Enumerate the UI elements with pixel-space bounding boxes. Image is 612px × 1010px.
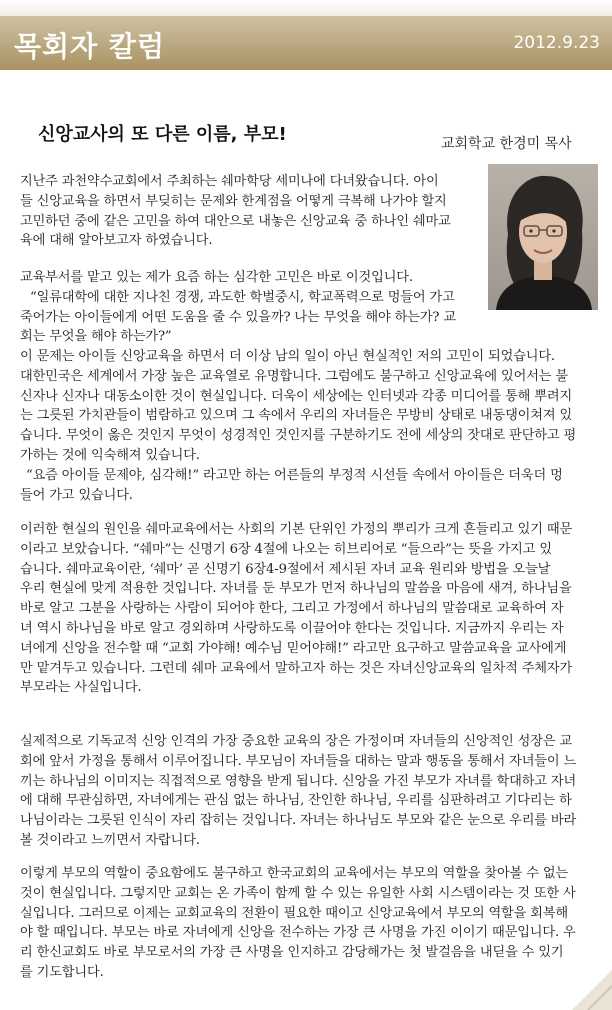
paragraph-line: 부모라는 사실입니다. xyxy=(20,680,142,696)
paragraph-line: 녀에게 신앙을 전수할 때 “교회 가야해! 예수님 믿어야해!” 라고만 요구하고 말씀교육을 교사에게 xyxy=(20,640,567,656)
section-title: 목회자 칼럼 xyxy=(14,30,165,63)
paragraph-line: 회에 앞서 가정을 통해서 이루어집니다. 부모님이 자녀들을 대하는 말과 행동을 통해서 자녀들이 느 xyxy=(20,753,577,769)
paragraph-line: 실제적으로 기독교적 신앙 인격의 가장 중요한 교육의 장은 가정이며 자녀들의 신앙적인 성장은 교 xyxy=(20,734,573,749)
paragraph-line: 를 기도합니다. xyxy=(20,964,104,980)
paragraph-line: 가하는 것에 익숙해져 있습니다. xyxy=(20,447,200,463)
header-top-fade xyxy=(0,0,612,16)
article-paragraph-5 xyxy=(20,864,598,983)
paragraph-line: 우리 현실에 맞게 적용한 것입니다. 자녀를 둔 부모가 먼저 하나님의 말씀을 마음에 새겨, 하나님을 xyxy=(20,581,572,597)
paragraph-line: 만 맡겨두고 있습니다. 그런데 쉐마 교육에서 말하고자 하는 것은 자녀신앙교육의 일차적 주체자가 xyxy=(20,660,573,676)
paragraph-line: 야 할 때입니다. 부모는 바로 자녀에게 신앙을 전수하는 가장 큰 사명을 가진 이이기 때문입니다. 우 xyxy=(20,925,576,941)
paragraph-line: 녀 역시 하나님을 바로 알고 경외하며 사랑하도록 이끌어야 한다는 것입니다. 지금까지 우리는 자 xyxy=(20,620,564,636)
paragraph-line: 고민하던 중에 같은 고민을 하여 대안으로 내놓은 신앙교육 중 하나인 쉐마교 xyxy=(20,213,451,229)
paragraph-line: 실입니다. 그러므로 이제는 교회교육의 전환이 필요한 때이고 신앙교육에서 부모의 역할을 회복해 xyxy=(20,905,569,921)
paragraph-line: 습니다. 무엇이 옳은 것인지 무엇이 성경적인 것인지를 구분하기도 전에 세상의 잣대로 판단하고 평 xyxy=(20,428,577,444)
paragraph-line: 나님이라는 그릇된 인식이 자리 잡히는 것입니다. 자녀는 하나님도 부모와 같은 눈으로 우리를 바라 xyxy=(20,813,577,829)
paragraph-line: 이라고 보았습니다. “쉐마”는 신명기 6장 4절에 나오는 히브리어로 “들으라”는 뜻을 가지고 있 xyxy=(20,541,552,557)
paragraph-line: 이 문제는 아이들 신앙교육을 하면서 더 이상 남의 일이 아닌 현실적인 저의 고민이 되었습니다. xyxy=(20,349,555,364)
author-photo xyxy=(488,164,598,310)
article-paragraph-1 xyxy=(20,172,478,251)
paragraph-line: 대한민국은 세계에서 가장 높은 교육열로 유명합니다. 그럼에도 불구하고 신앙교육에 있어서는 불 xyxy=(20,368,569,384)
article-headline: 신앙교사의 또 다른 이름, 부모! xyxy=(38,124,287,145)
paragraph-line: 리 한신교회도 바로 부모로서의 가장 큰 사명을 인지하고 감당해가는 첫 발걸음을 내딛을 수 있기 xyxy=(20,945,564,961)
paragraph-line: 볼 것이라고 느끼면서 자랍니다. xyxy=(20,832,200,848)
article-paragraph-2b xyxy=(20,347,598,505)
paragraph-line: 것이 현실입니다. 그렇지만 교회는 온 가족이 함께 할 수 있는 유일한 사회 시스템이라는 것 또한 사 xyxy=(20,885,576,901)
paragraph-line: 교육부서를 맡고 있는 제가 요즘 하는 심각한 고민은 바로 이것입니다. xyxy=(20,270,413,285)
paragraph-line: 죽어가는 아이들에게 어떤 도움을 줄 수 있을까? 나는 무엇을 해야 하는가? 교 xyxy=(20,309,456,325)
corner-decoration-icon xyxy=(552,950,612,1010)
paragraph-line: 이러한 현실의 원인을 쉐마교육에서는 사회의 기본 단위인 가정의 뿌리가 크게 흔들리고 있기 때문 xyxy=(20,522,573,537)
article-author: 교회학교 한경미 목사 xyxy=(441,136,572,152)
article-paragraph-4 xyxy=(20,732,598,851)
paragraph-line: 는 그릇된 가치관들이 범람하고 있으며 그 속에서 우리의 자녀들은 무방비 상태로 내동댕이쳐져 있 xyxy=(20,408,573,424)
article-paragraph-3 xyxy=(20,520,598,698)
issue-date: 2012.9.23 xyxy=(513,33,600,53)
paragraph-line: 바로 알고 그분을 사랑하는 사람이 되어야 한다, 그리고 가정에서 하나님의 말씀대로 교육하여 자 xyxy=(20,601,564,617)
paragraph-line: 이렇게 부모의 역할이 중요함에도 불구하고 한국교회의 교육에서는 부모의 역할을 찾아볼 수 없는 xyxy=(20,866,569,881)
paragraph-line: 에 대해 무관심하면, 자녀에게는 관심 없는 하나님, 잔인한 하나님, 우리를 심판하려고 기다리는 하 xyxy=(20,793,572,809)
person-portrait-icon xyxy=(488,164,598,310)
paragraph-line: 들어 가고 있습니다. xyxy=(20,487,133,503)
paragraph-line: 지난주 과천약수교회에서 주최하는 쉐마학당 세미나에 다녀왔습니다. 아이 xyxy=(20,174,439,189)
paragraph-line: 끼는 하나님의 이미지는 직접적으로 영향을 받게 됩니다. 신앙을 가진 부모가 자녀를 학대하고 자녀 xyxy=(20,773,577,789)
article-paragraph-2 xyxy=(20,268,478,347)
quote-line: “일류대학에 대한 지나친 경쟁, 과도한 학벌중시, 학교폭력으로 멍들어 가고 xyxy=(30,289,455,305)
paragraph-line: 들 신앙교육을 하면서 부딪히는 문제와 한계점을 어떻게 극복해 나가야 할지 xyxy=(20,193,447,209)
quote-line: “요즘 아이들 문제야, 심각해!” 라고만 하는 어른들의 부정적 시선들 속에서 아이들은 더욱더 멍 xyxy=(26,467,563,483)
paragraph-line: 신자나 신자나 대동소이한 것이 현실입니다. 더욱이 세상에는 인터넷과 각종 미디어를 통해 뿌려지 xyxy=(20,388,573,404)
paragraph-line: 회는 무엇을 해야 하는가?” xyxy=(20,329,172,345)
column-header-band xyxy=(0,16,612,70)
paragraph-line: 습니다. 쉐마교육이란, ‘쉐마’ 곧 신명기 6장4-9절에서 제시된 자녀 교육 원리와 방법을 오늘날 xyxy=(20,561,551,577)
paragraph-line: 육에 대해 알아보고자 하였습니다. xyxy=(20,233,213,249)
